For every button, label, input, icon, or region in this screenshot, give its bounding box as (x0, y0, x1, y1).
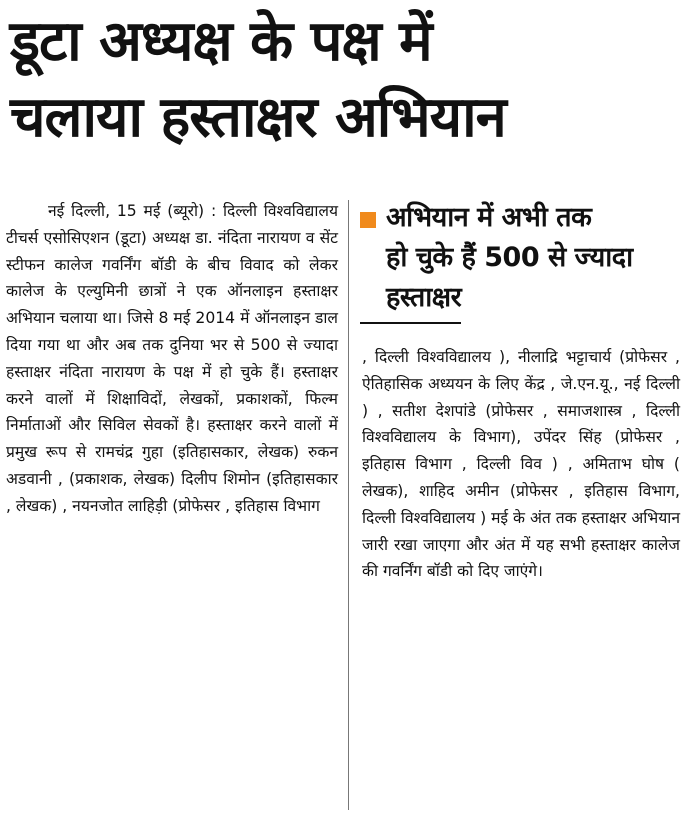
headline (10, 4, 680, 156)
highlight-box (360, 198, 680, 324)
headline-line-1: डूटा अध्यक्ष के पक्ष में (10, 9, 432, 74)
highlight-line-3: हस्ताक्षर (360, 278, 461, 324)
article-body-right-column: , दिल्ली विश्वविद्यालय ), नीलाद्रि भट्टाचार्य (प्रोफेसर , ऐतिहासिक अध्ययन के लिए केंद्र , जे.एन.यू., नई दिल्ली ) , सतीश देशपांडे (प्रोफेसर , समाजशास्त्र , दिल्ली विश्वविद्यालय के विभाग), उपेंदर सिंह (प्रोफेसर , इतिहास विभाग , दिल्ली विव ) , अमिताभ घोष ( लेखक), शाहिद अमीन (प्रोफेसर , इतिहास विभाग, दिल्ली विश्वविद्यालय ) मई के अंत तक हस्ताक्षर अभियान जारी रखा जाएगा और अंत में यह सभी हस्ताक्षर कालेज की गवर्निंग बॉडी को दिए जाएंगे। (362, 348, 681, 581)
highlight-line-2: हो चुके हैं 500 से ज्यादा (386, 242, 633, 273)
column-divider (348, 200, 349, 810)
article-body-left-column: नई दिल्ली, 15 मई (ब्यूरो) : दिल्ली विश्वविद्यालय टीचर्स एसोसिएशन (डूटा) अध्यक्ष डा. नंदिता नारायण व सेंट स्टीफन कालेज गवर्निंग बॉडी के बीच विवाद को लेकर कालेज के एल्युमिनी छात्रों ने एक ऑनलाइन हस्ताक्षर अभियान चलाया था। जिसे 8 मई 2014 में ऑनलाइन डाल दिया गया था और अब तक दुनिया भर से 500 से ज्यादा हस्ताक्षर नंदिता नारायण के पक्ष में हो चुके हैं। हस्ताक्षर करने वालों में शिक्षाविदों, लेखकों, प्रकाशकों, फिल्म निर्माताओं और सिविल सेवकों है। हस्ताक्षर करने वालों में प्रमुख रूप से रामचंद्र गुहा (इतिहासकार, लेखक) रुकन अडवानी , (प्रकाशक, लेखक) दिलीप शिमोन (इतिहासकार , लेखक) , नयनजोत लाहिड़ी (प्रोफेसर , इतिहास विभाग (6, 202, 338, 515)
headline-line-2: चलाया हस्ताक्षर अभियान (10, 85, 506, 150)
highlight-line-1: अभियान में अभी तक (386, 202, 592, 233)
orange-square-bullet-icon (360, 212, 376, 228)
